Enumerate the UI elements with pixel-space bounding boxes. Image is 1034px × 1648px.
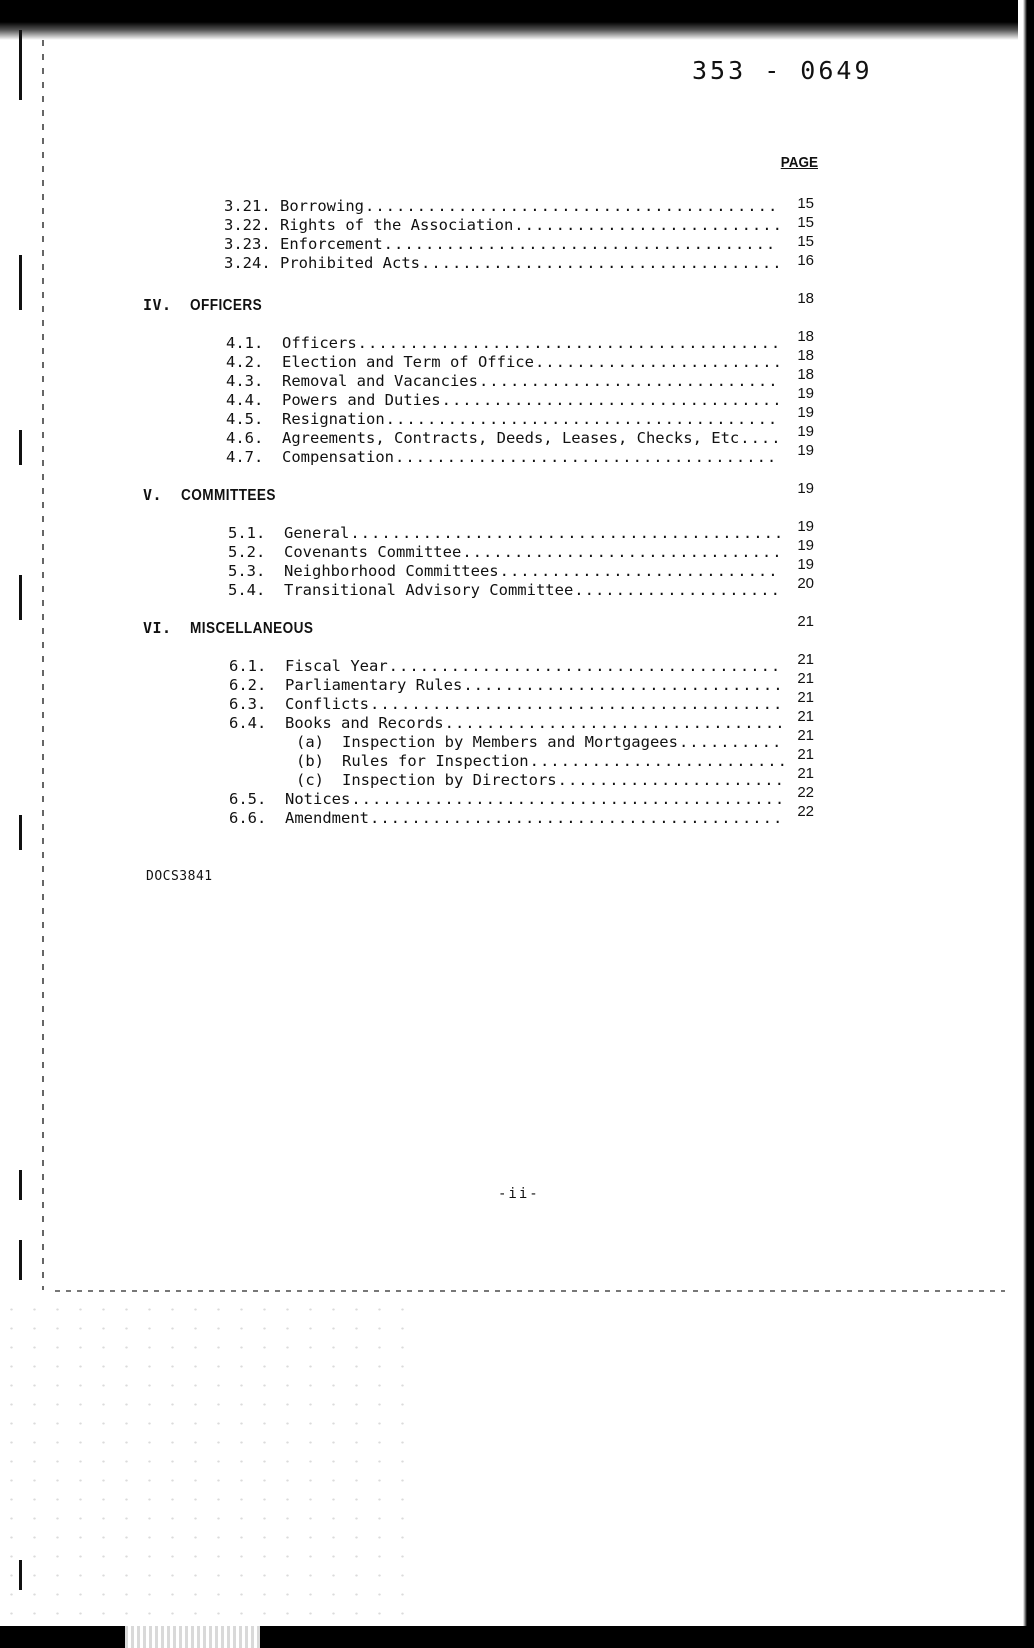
toc-leader-dots xyxy=(463,676,784,694)
toc-leader-dots xyxy=(574,581,781,599)
toc-entry-page: 15 xyxy=(797,233,814,250)
toc-leader-dots xyxy=(389,657,784,675)
toc-entry-4-5 xyxy=(226,410,779,428)
toc-leader-dots xyxy=(370,809,784,827)
toc-leader-dots xyxy=(679,733,784,751)
toc-entry-4-4 xyxy=(226,391,779,409)
toc-entry-label: Conflicts xyxy=(285,695,369,713)
toc-entry-number: 5.4. xyxy=(228,581,266,599)
toc-entry-page: 18 xyxy=(797,328,814,345)
toc-entry-6-4-c xyxy=(282,771,784,789)
toc-section-number: VI. xyxy=(143,619,172,637)
toc-section-committees xyxy=(143,486,293,505)
document-number: 353 - 0649 xyxy=(692,56,873,85)
toc-leader-dots xyxy=(365,197,779,215)
toc-entry-label: Inspection by Members and Mortgagees xyxy=(342,733,678,751)
binding-mark xyxy=(19,1170,22,1200)
toc-entry-number: 3.24. xyxy=(224,254,271,272)
toc-leader-dots xyxy=(740,429,779,447)
toc-entry-6-6 xyxy=(229,809,784,827)
toc-leader-dots xyxy=(350,524,781,542)
toc-entry-label: Notices xyxy=(285,790,351,808)
toc-section-page: 18 xyxy=(797,290,814,307)
binding-mark xyxy=(19,815,22,850)
toc-entry-4-1 xyxy=(226,334,779,352)
binding-mark xyxy=(19,1560,22,1590)
toc-entry-page: 21 xyxy=(797,651,814,668)
page-edge-left xyxy=(42,40,44,1290)
toc-entry-6-4-b xyxy=(282,752,784,770)
toc-entry-number: 6.3. xyxy=(229,695,267,713)
toc-leader-dots xyxy=(395,448,779,466)
toc-entry-page: 19 xyxy=(797,442,814,459)
toc-entry-number: 6.1. xyxy=(229,657,267,675)
document-code: DOCS3841 xyxy=(146,869,213,884)
toc-entry-label: General xyxy=(284,524,350,542)
toc-entry-number: 4.5. xyxy=(226,410,264,428)
toc-entry-5-3 xyxy=(228,562,781,580)
toc-entry-6-1 xyxy=(229,657,784,675)
toc-entry-page: 22 xyxy=(797,803,814,820)
toc-entry-label: Fiscal Year xyxy=(285,657,388,675)
toc-section-page: 21 xyxy=(797,613,814,630)
toc-entry-number: 3.21. xyxy=(224,197,271,215)
toc-entry-number: 6.2. xyxy=(229,676,267,694)
toc-entry-5-1 xyxy=(228,524,781,542)
toc-entry-page: 19 xyxy=(797,518,814,535)
toc-entry-number: 3.23. xyxy=(224,235,271,253)
toc-entry-number: 4.2. xyxy=(226,353,264,371)
page-number-footer: -ii- xyxy=(498,1186,540,1202)
toc-entry-4-6 xyxy=(226,429,779,447)
toc-entry-label: Enforcement xyxy=(280,235,383,253)
toc-entry-page: 21 xyxy=(797,746,814,763)
toc-section-title: MISCELLANEOUS xyxy=(190,620,314,637)
toc-entry-number: 6.4. xyxy=(229,714,267,732)
toc-entry-label: Resignation xyxy=(282,410,385,428)
toc-leader-dots xyxy=(514,216,779,234)
toc-entry-number: 4.7. xyxy=(226,448,264,466)
toc-entry-page: 21 xyxy=(797,708,814,725)
toc-entry-number: 6.5. xyxy=(229,790,267,808)
toc-entry-page: 16 xyxy=(797,252,814,269)
toc-entry-page: 15 xyxy=(797,195,814,212)
scan-border-right xyxy=(1018,0,1034,1648)
toc-entry-number: 5.2. xyxy=(228,543,266,561)
toc-entry-number: 5.3. xyxy=(228,562,266,580)
scan-noise xyxy=(0,1300,420,1620)
toc-entry-label: Rules for Inspection xyxy=(342,752,529,770)
page-column-header: PAGE xyxy=(780,154,818,171)
binding-mark xyxy=(19,255,22,310)
page-edge-fold xyxy=(55,1290,1005,1292)
toc-leader-dots xyxy=(462,543,781,561)
toc-entry-6-5 xyxy=(229,790,784,808)
binding-mark xyxy=(19,575,22,620)
toc-entry-page: 18 xyxy=(797,366,814,383)
toc-leader-dots xyxy=(442,391,779,409)
toc-entry-5-4 xyxy=(228,581,781,599)
toc-entry-number: (c) xyxy=(296,771,324,789)
toc-entry-number: (b) xyxy=(296,752,324,770)
toc-entry-6-4 xyxy=(229,714,784,732)
binding-mark xyxy=(19,430,22,465)
toc-entry-page: 22 xyxy=(797,784,814,801)
toc-entry-6-3 xyxy=(229,695,784,713)
toc-entry-number: 4.1. xyxy=(226,334,264,352)
toc-entry-page: 21 xyxy=(797,689,814,706)
toc-entry-label: Covenants Committee xyxy=(284,543,462,561)
toc-entry-label: Borrowing xyxy=(280,197,364,215)
toc-leader-dots xyxy=(370,695,784,713)
toc-entry-page: 19 xyxy=(797,537,814,554)
toc-entry-label: Rights of the Association xyxy=(280,216,514,234)
toc-entry-number: 6.6. xyxy=(229,809,267,827)
toc-entry-number: 4.6. xyxy=(226,429,264,447)
toc-leader-dots xyxy=(500,562,781,580)
toc-entry-number: (a) xyxy=(296,733,324,751)
toc-entry-page: 19 xyxy=(797,556,814,573)
toc-leader-dots xyxy=(421,254,779,272)
toc-leader-dots xyxy=(558,771,784,789)
toc-entry-label: Parliamentary Rules xyxy=(285,676,463,694)
toc-entry-label: Neighborhood Committees xyxy=(284,562,499,580)
toc-leader-dots xyxy=(535,353,779,371)
toc-entry-6-2 xyxy=(229,676,784,694)
toc-leader-dots xyxy=(386,410,779,428)
toc-entry-label: Officers xyxy=(282,334,357,352)
toc-entry-page: 20 xyxy=(797,575,814,592)
toc-entry-label: Inspection by Directors xyxy=(342,771,557,789)
toc-section-number: IV. xyxy=(143,296,172,314)
toc-leader-dots xyxy=(351,790,784,808)
toc-entry-4-3 xyxy=(226,372,779,390)
toc-section-page: 19 xyxy=(797,480,814,497)
toc-entry-number: 4.4. xyxy=(226,391,264,409)
toc-leader-dots xyxy=(530,752,784,770)
toc-entry-3-23 xyxy=(224,235,779,253)
toc-entry-page: 15 xyxy=(797,214,814,231)
toc-entry-label: Powers and Duties xyxy=(282,391,441,409)
toc-entry-3-24 xyxy=(224,254,779,272)
toc-section-miscellaneous xyxy=(143,619,335,638)
toc-section-title: COMMITTEES xyxy=(181,487,276,504)
toc-entry-3-22 xyxy=(224,216,779,234)
toc-entry-number: 4.3. xyxy=(226,372,264,390)
toc-entry-3-21 xyxy=(224,197,779,215)
toc-entry-number: 5.1. xyxy=(228,524,266,542)
toc-entry-page: 21 xyxy=(797,727,814,744)
toc-entry-number: 3.22. xyxy=(224,216,271,234)
toc-entry-5-2 xyxy=(228,543,781,561)
toc-entry-page: 18 xyxy=(797,347,814,364)
binding-mark xyxy=(19,30,22,100)
toc-entry-4-7 xyxy=(226,448,779,466)
toc-section-title: OFFICERS xyxy=(190,297,263,314)
toc-entry-page: 19 xyxy=(797,385,814,402)
toc-entry-label: Removal and Vacancies xyxy=(282,372,478,390)
binding-mark xyxy=(19,1240,22,1280)
scan-border-top xyxy=(0,0,1034,40)
toc-entry-label: Transitional Advisory Committee xyxy=(284,581,574,599)
scan-noise xyxy=(125,1626,260,1648)
toc-section-number: V. xyxy=(143,486,163,504)
toc-entry-6-4-a xyxy=(282,733,784,751)
toc-entry-label: Prohibited Acts xyxy=(280,254,420,272)
toc-entry-label: Amendment xyxy=(285,809,369,827)
toc-leader-dots xyxy=(479,372,779,390)
toc-entry-label: Election and Term of Office xyxy=(282,353,534,371)
toc-entry-4-2 xyxy=(226,353,779,371)
toc-entry-page: 19 xyxy=(797,423,814,440)
toc-entry-label: Compensation xyxy=(282,448,394,466)
toc-entry-label: Books and Records xyxy=(285,714,444,732)
toc-entry-label: Agreements, Contracts, Deeds, Leases, Checks, Etc xyxy=(282,429,740,447)
toc-leader-dots xyxy=(358,334,779,352)
toc-entry-page: 19 xyxy=(797,404,814,421)
toc-entry-page: 21 xyxy=(797,670,814,687)
toc-leader-dots xyxy=(384,235,779,253)
toc-entry-page: 21 xyxy=(797,765,814,782)
toc-section-officers xyxy=(143,296,275,315)
toc-leader-dots xyxy=(445,714,784,732)
